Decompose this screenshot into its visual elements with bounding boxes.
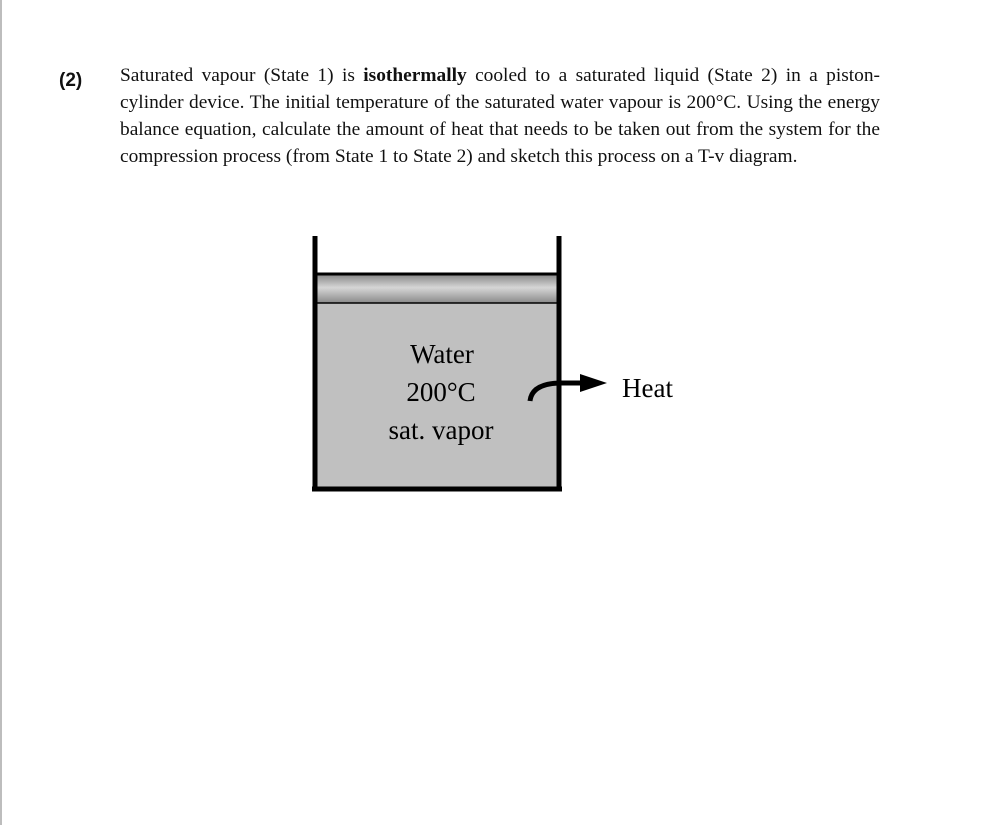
question-number: (2) xyxy=(59,70,83,91)
piston xyxy=(317,275,557,303)
heat-arrow-head-icon xyxy=(580,374,607,392)
substance-label: Water xyxy=(410,339,474,369)
question-text-part1: Saturated vapour (State 1) is xyxy=(120,65,364,86)
question-text-bold: isothermally xyxy=(363,65,467,86)
heat-label: Heat xyxy=(622,373,673,403)
state-label: sat. vapor xyxy=(388,415,494,445)
question-text-part2: cooled to a saturated liquid (State 2) in a piston-cylinder device. The initial temperature of the saturated water vapour is 200°C. Using the energy balance equation, calculate the amount of heat that needs to be taken out from the system for the compression process (from State 1 to State 2) and sketch this process on a T-v diagram. xyxy=(120,65,881,167)
temperature-label: 200°C xyxy=(406,377,476,407)
